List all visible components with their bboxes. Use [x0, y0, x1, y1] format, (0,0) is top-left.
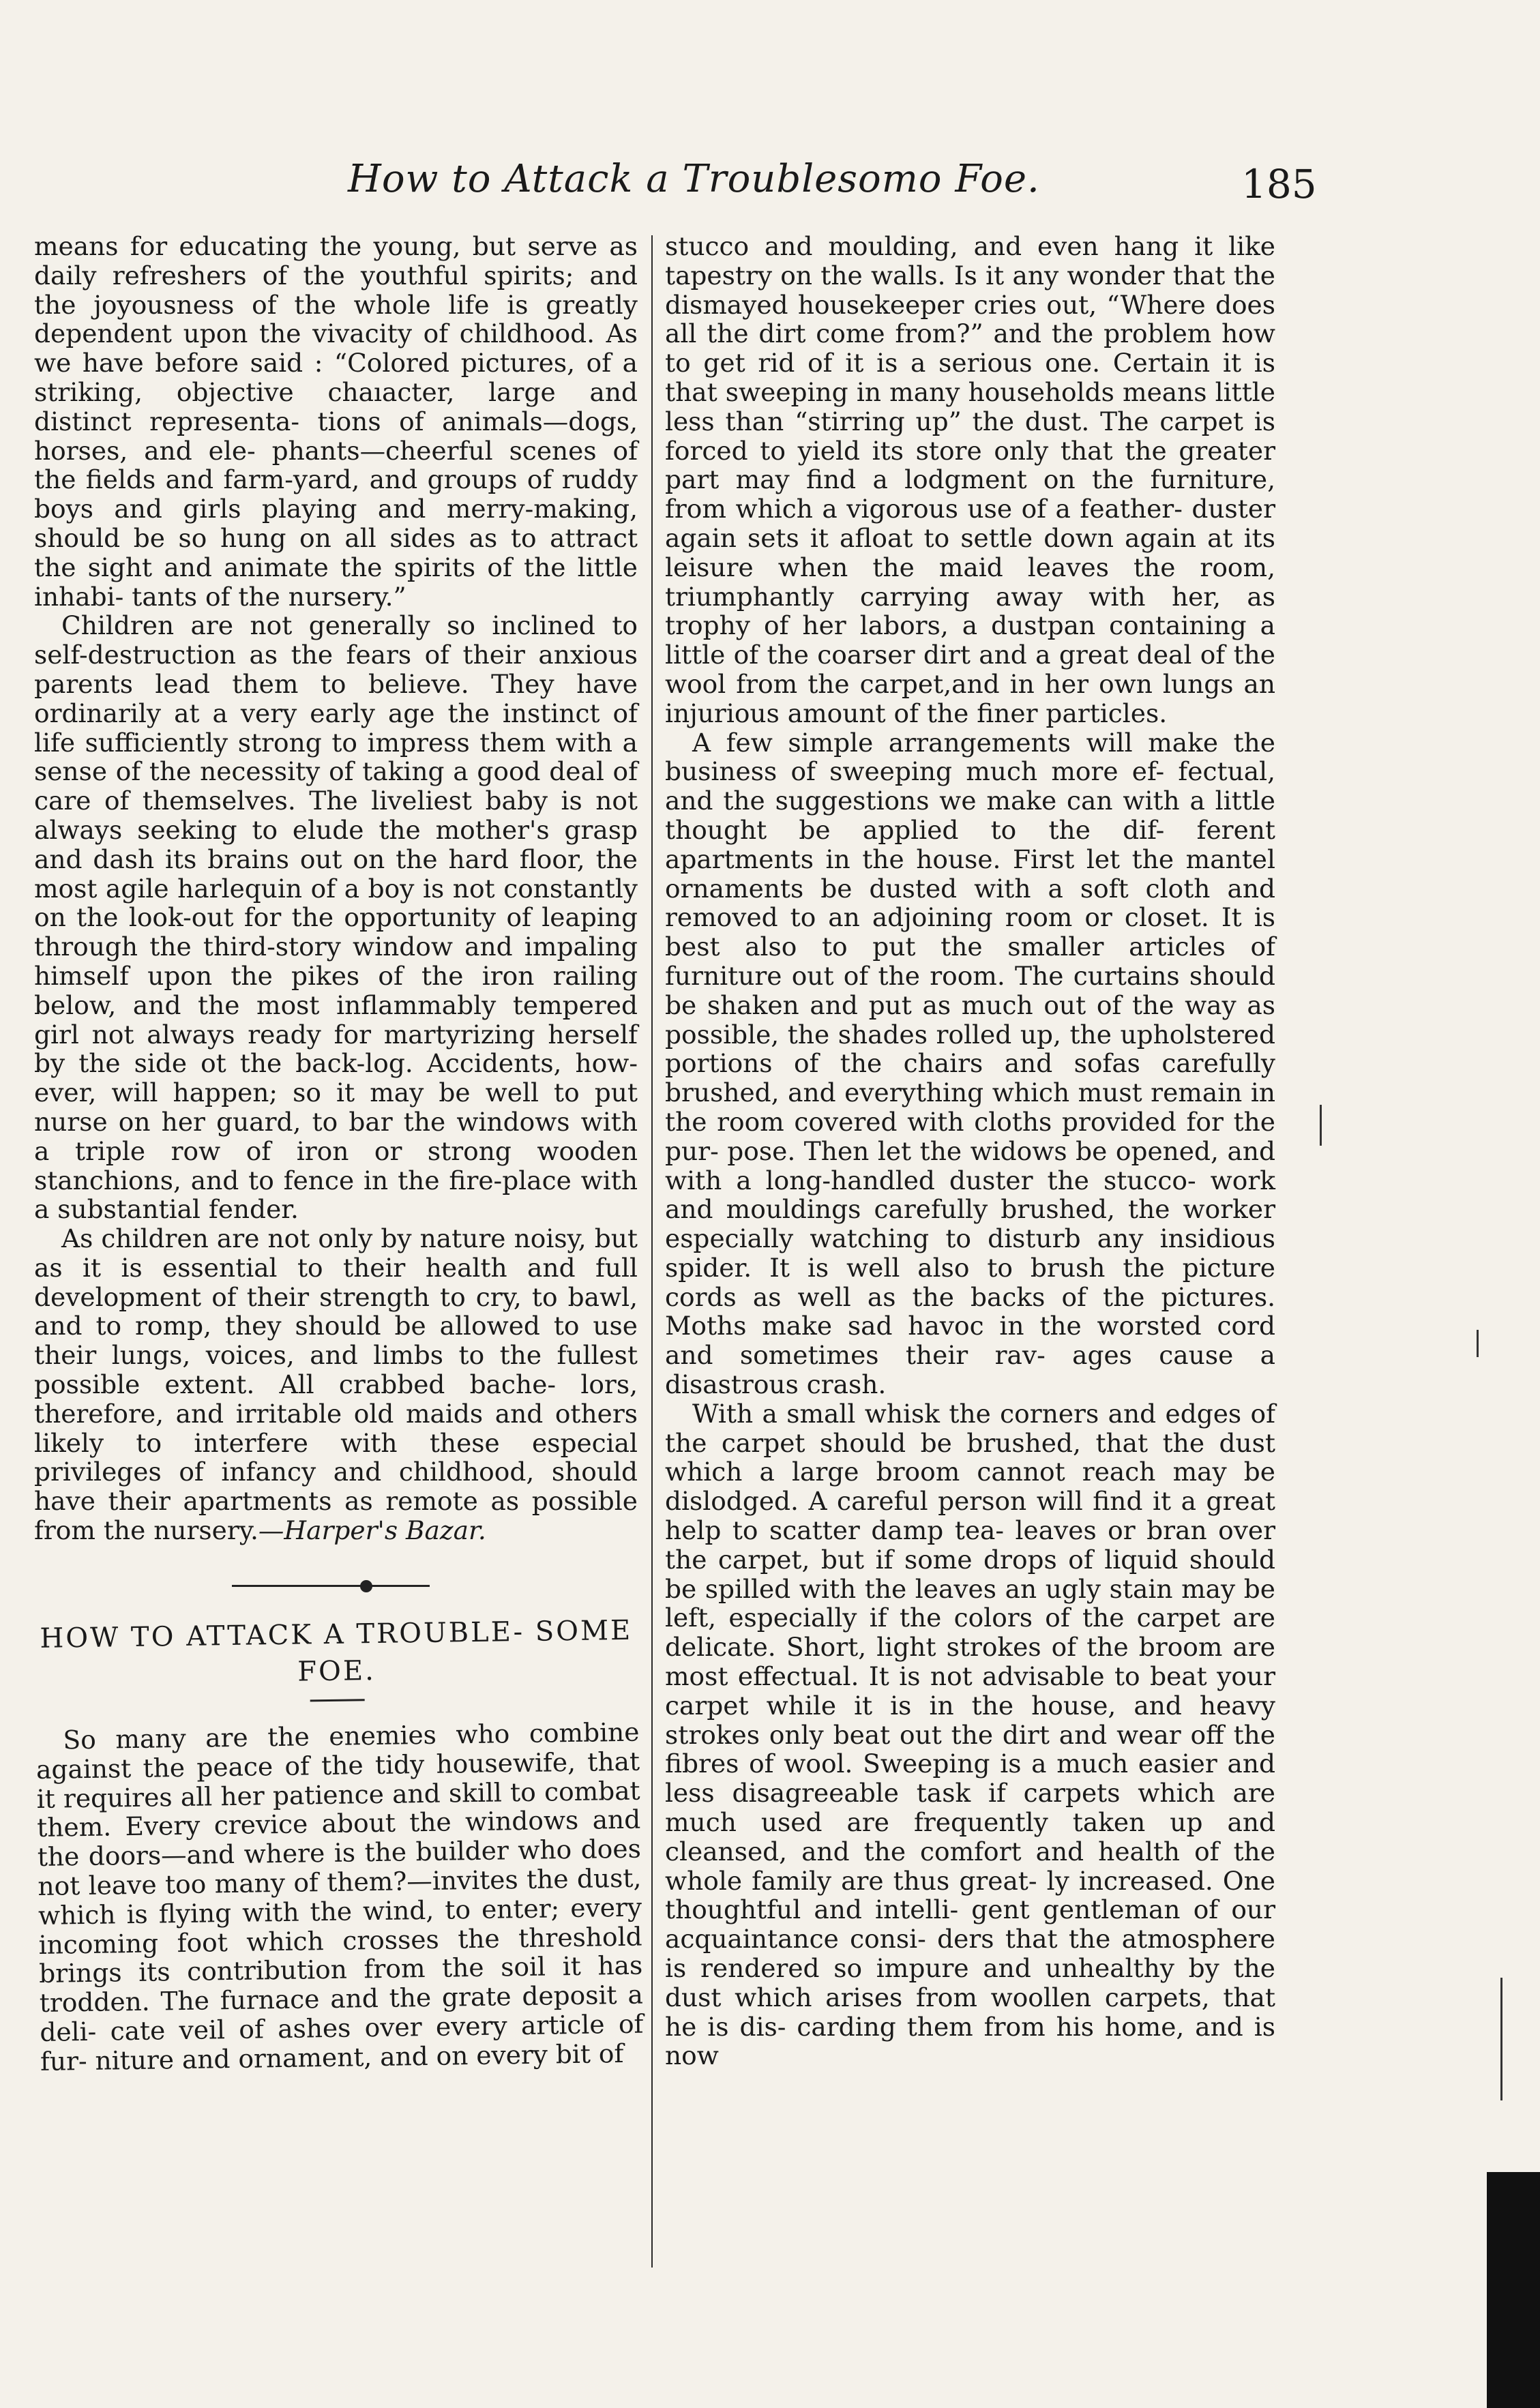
left-column: [34, 231, 644, 2077]
paragraph: means for educating the young, but serve as daily refreshers of the youthful spirits; and the joyousness of the whole life is greatly dependent upon the vivacity of childhood. As we have before said : “Colored pictures, of a striking, objective chaıacter, large and distinct representa- tions of animals—dogs, horses, and ele- phants—cheerful scenes of the fields and farm-yard, and groups of ruddy boys and girls playing and merry-making, should be so hung on all sides as to attract the sight and animate the spirits of the little inhabi- tants of the nursery.”: [34, 231, 638, 612]
running-title: How to Attack a Troublesomo Foe.: [348, 157, 1040, 201]
paragraph: A few simple arrangements will make the business of sweeping much more ef- fectual, and the suggestions we make can with a little thought be applied to the dif- ferent apartments in the house. First let the mantel ornaments be dusted with a soft cloth and removed to an adjoining room or closet. It is best also to put the smaller articles of furniture out of the room. The curtains should be shaken and put as much out of the way as possible, the shades rolled up, the upholstered portions of the chairs and sofas carefully brushed, and everything which must remain in the room covered with cloths provided for the pur- pose. Then let the widows be opened, and with a long-handled duster the stucco- work and mouldings carefully brushed, the worker especially watching to disturb any insidious spider. It is well also to brush the picture cords as well as the backs of the pictures. Moths make sad havoc in the worsted cord and sometimes their rav- ages cause a disastrous crash.: [665, 727, 1275, 1400]
scan-edge-shadow: [1487, 2172, 1540, 2408]
paragraph: Children are not generally so inclined to self-destruction as the fears of their anxious parents lead them to believe. They have ordinarily at a very early age the instinct of life sufficiently strong to impress them with a sense of the necessity of taking a good deal of care of themselves. The liveliest baby is not always seeking to elude the mother's grasp and dash its brains out on the hard floor, the most agile harlequin of a boy is not constantly on the look-out for the opportunity of leaping through the third-story window and impaling himself upon the pikes of the iron railing below, and the most inflammably tempered girl not always ready for martyrizing herself by the side ot the back-log. Accidents, how- ever, will happen; so it may be well to put nurse on her guard, to bar the windows with a triple row of iron or strong wooden stanchions, and to fence in the fire-place with a substantial fender.: [34, 610, 638, 1225]
article-heading: HOW TO ATTACK A TROUBLE- SOME FOE.: [40, 1614, 633, 1688]
paragraph: stucco and moulding, and even hang it like tapestry on the walls. Is it any wonder that the dismayed housekeeper cries out, “Where does all the dirt come from?” and the problem how to get rid of it is a serious one. Certain it is that sweeping in many households means little less than “stirring up” the dust. The carpet is forced to yield its store only that the greater part may find a lodgment on the furniture, from which a vigorous use of a feather- duster again sets it afloat to settle down again at its leisure when the maid leaves the room, triumphantly carrying away with her, as trophy of her labors, a dustpan containing a little of the coarser dirt and a great deal of the wool from the carpet,and in her own lungs an injurious amount of the finer particles.: [665, 231, 1275, 728]
page-header: [0, 150, 1540, 211]
paragraph: With a small whisk the corners and edges of the carpet should be brushed, that the dust which a large broom cannot reach may be dislodged. A careful person will find it a great help to scatter damp tea- leaves or bran over the carpet, but if some drops of liquid should be spilled with the leaves an ugly stain may be left, especially if the colors of the carpet are delicate. Short, light strokes of the broom are most effectual. It is not advisable to beat your carpet while it is in the house, and heavy strokes only beat out the dirt and wear off the fibres of wool. Sweeping is a much easier and less disagreeable task if carpets which are much used are frequently taken up and cleansed, and the comfort and health of the whole family are thus great- ly increased. One thoughtful and intelli- gent gentleman of our acquaintance consi- ders that the atmosphere is rendered so impure and unhealthy by the dust which arises from woollen carpets, that he is dis- carding them from his home, and is now: [665, 1398, 1275, 2071]
paragraph-text: As children are not only by nature noisy, but as it is essential to their health and full development of their strength to cry, to bawl, and to romp, they should be allowed to use their lungs, voices, and limbs to the fullest possible extent. All crabbed bache- lors, therefore, and irritable old maids and others likely to interfere with these especial privileges of infancy and childhood, should have their apartments as remote as possible from the nursery.: [34, 1223, 638, 1546]
article-start: [34, 1612, 644, 2077]
heading-rule: [310, 1699, 364, 1701]
ornament-dot: [360, 1580, 372, 1592]
column-divider: [651, 235, 653, 2268]
source-attribution: —Harper's Bazar.: [258, 1515, 486, 1546]
scan-artifact: [1500, 1978, 1502, 2100]
scan-artifact: [1320, 1105, 1322, 1146]
article-paragraph: So many are the enemies who combine against the peace of the tidy housewife, that it requires all her patience and skill to combat them. Every crevice about the windows and the doors—and where is the builder who does not leave too many of them?—invites the dust, which is flying with the wind, to enter; every incoming foot which crosses the threshold brings its contribution from the soil it has trodden. The furnace and the grate deposit a deli- cate veil of ashes over every article of fur- niture and ornament, and on every bit of: [35, 1716, 644, 2077]
right-column: [665, 232, 1275, 2070]
ornament-rule: [232, 1585, 430, 1587]
scan-artifact: [1477, 1330, 1479, 1357]
section-ornament: [34, 1545, 638, 1607]
paragraph: [34, 1224, 638, 1545]
page-number: 185: [1241, 161, 1317, 207]
